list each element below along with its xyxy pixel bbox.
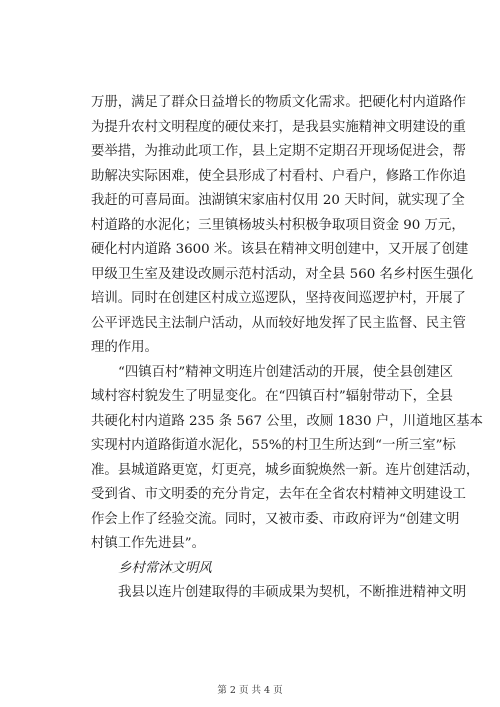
text-line: 为提升农村文明程度的硬仗来打，是我县实施精神文明建设的重 bbox=[91, 119, 466, 135]
text-line: 实现村内道路街道水泥化，55%的村卫生所达到“一所三室”标 bbox=[91, 438, 456, 453]
text-line: 培训。同时在创建区村成立巡逻队，坚持夜间巡逻护村，开展了 bbox=[91, 291, 466, 306]
text-line: 我县以连片创建取得的丰硕成果为契机，不断推进精神文明 bbox=[118, 585, 467, 600]
section-heading: 乡村常沐文明风 bbox=[118, 560, 212, 576]
text-line: 我赶的可喜局面。浊湖镇宋家庙村仅用 20 天时间，就实现了全 bbox=[91, 193, 465, 208]
text-line: 要举措，为推动此项工作，县上定期不定期召开现场促进会，帮 bbox=[91, 144, 466, 159]
paragraph-2 bbox=[91, 361, 483, 557]
text-line: 甲级卫生室及建设改厕示范村活动，对全县 560 名乡村医生强化 bbox=[91, 266, 474, 282]
body-text bbox=[91, 91, 483, 606]
text-line: 共硬化村内道路 235 条 567 公里，改厕 1830 户，川道地区基本 bbox=[91, 413, 483, 429]
text-line: 硬化村内道路 3600 米。该县在精神文明创建中，又开展了创建 bbox=[91, 242, 469, 257]
text-line: 公平评选民主法制户活动，从而较好地发挥了民主监督、民主管 bbox=[91, 315, 466, 331]
text-line: 助解决实际困难，使全县形成了村看村、户看户，修路工作你追 bbox=[91, 168, 466, 184]
text-line: 受到省、市文明委的充分肯定，去年在全省农村精神文明建设工 bbox=[91, 487, 466, 502]
page-number-footer: 第 2 页 共 4 页 bbox=[217, 685, 283, 696]
text-line: 作会上作了经验交流。同时，又被市委、市政府评为“创建文明 bbox=[91, 511, 460, 527]
text-line: 域村容村貌发生了明显变化。在“四镇百村”辐射带动下，全县 bbox=[91, 389, 453, 404]
text-line: 理的作用。 bbox=[91, 340, 158, 355]
paragraph-1 bbox=[91, 91, 474, 361]
text-line: 村镇工作先进县”。 bbox=[91, 536, 205, 551]
paragraph-3 bbox=[91, 581, 467, 606]
text-line: “四镇百村”精神文明连片创建活动的开展，使全县创建区 bbox=[118, 364, 454, 380]
text-line: 村道路的水泥化；三里镇杨坡头村积极争取项目资金 90 万元， bbox=[91, 217, 465, 233]
text-line: 万册，满足了群众日益增长的物质文化需求。把硬化村内道路作 bbox=[91, 95, 466, 110]
text-line: 准。县城道路更宽，灯更亮，城乡面貌焕然一新。连片创建活动， bbox=[91, 462, 480, 478]
